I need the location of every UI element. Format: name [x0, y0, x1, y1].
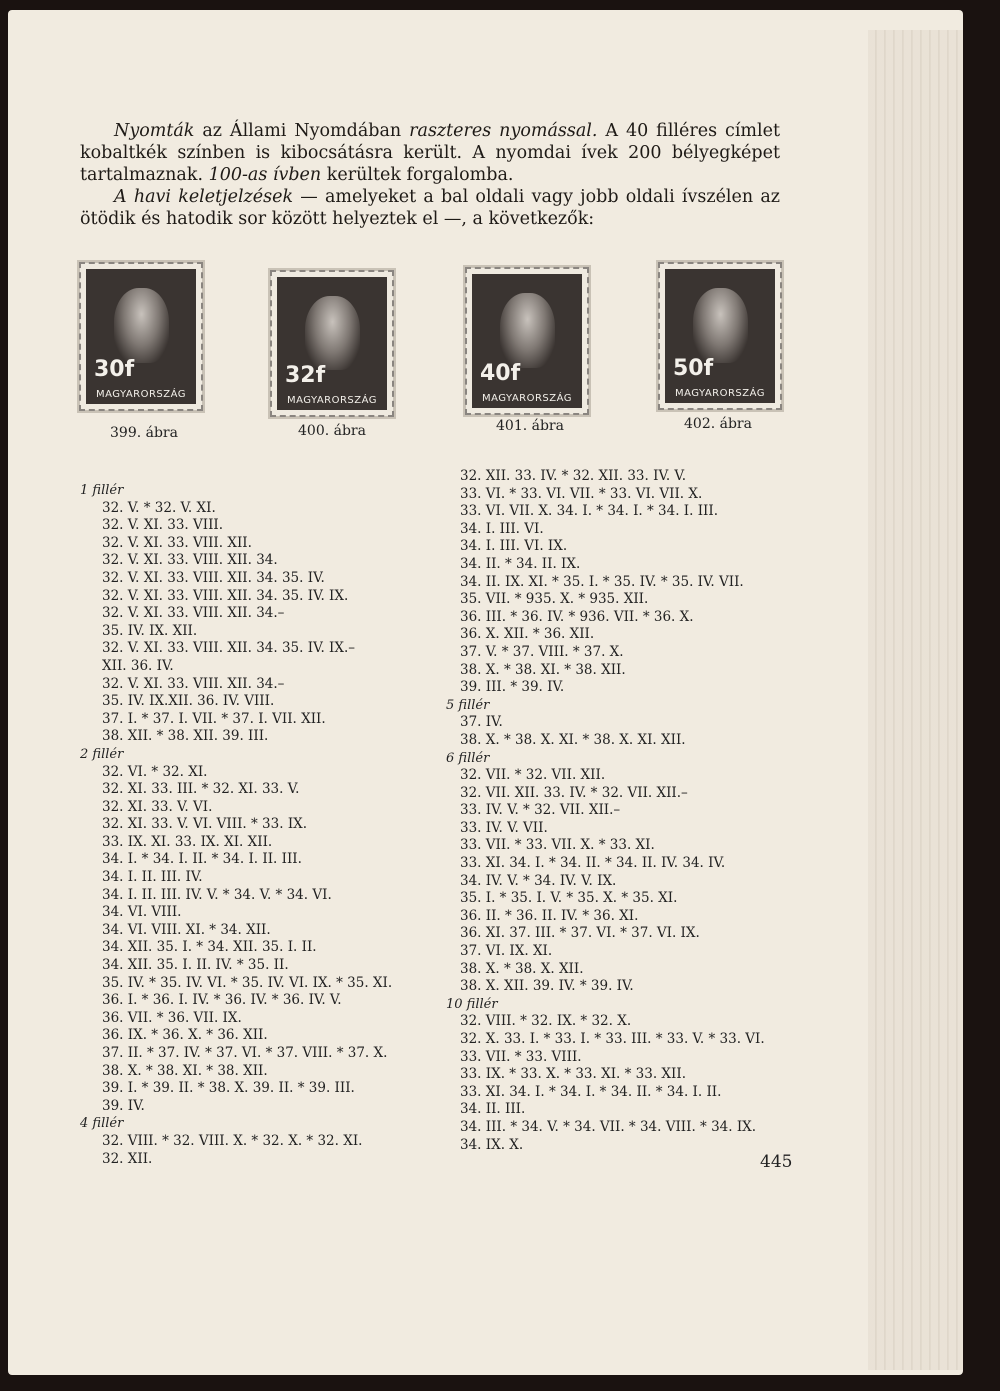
portrait	[693, 288, 748, 363]
date-line: 34. II. III.	[460, 1101, 526, 1118]
date-line: 33. IX. XI. 33. IX. XI. XII.	[102, 833, 273, 850]
date-line: 36. I. * 36. I. IV. * 36. IV. * 36. IV. V.	[102, 992, 342, 1009]
date-line: 34. I. III. VI.	[460, 520, 544, 537]
date-line: 32. XII.	[102, 1150, 153, 1167]
page-edges	[868, 30, 963, 1370]
caption-400: 400. ábra	[298, 423, 366, 439]
stamp-image-399	[80, 263, 202, 410]
date-line: 38. X. * 38. X. XI. * 38. X. XI. XII.	[460, 731, 686, 748]
date-line: 38. X. * 38. XI. * 38. XII.	[102, 1062, 268, 1079]
date-line: 33. VI. * 33. VI. VII. * 33. VI. VII. X.	[460, 485, 703, 502]
date-line: 32. V. XI. 33. VIII. XII. 34. 35. IV. IX.–	[102, 640, 356, 657]
date-line: 36. XI. 37. III. * 37. VI. * 37. VI. IX.	[460, 925, 700, 942]
date-line: 35. VII. * 935. X. * 935. XII.	[460, 591, 649, 608]
stamp-value: 32f	[285, 363, 326, 388]
date-line: 33. IX. * 33. X. * 33. XI. * 33. XII.	[460, 1066, 686, 1083]
stamp-country: MAGYARORSZÁG	[674, 388, 766, 399]
date-line: 34. II. IX. XI. * 35. I. * 35. IV. * 35. IV. VII.	[460, 573, 744, 590]
date-line: 32. VII. XII. 33. IV. * 32. VII. XII.–	[460, 784, 688, 801]
date-line: 38. X. * 38. X. XII.	[460, 960, 584, 977]
date-line: 36. III. * 36. IV. * 936. VII. * 36. X.	[460, 608, 694, 625]
date-line: 32. VIII. * 32. IX. * 32. X.	[460, 1013, 632, 1030]
date-line: 34. XII. 35. I. II. IV. * 35. II.	[102, 957, 289, 974]
stamp-value: 30f	[94, 357, 135, 382]
date-line: 37. V. * 37. VIII. * 37. X.	[460, 643, 624, 660]
date-line: 35. I. * 35. I. V. * 35. X. * 35. XI.	[460, 890, 678, 907]
intro-text	[80, 120, 780, 230]
date-line: 38. X. XII. 39. IV. * 39. IV.	[460, 978, 634, 995]
date-line: 36. IX. * 36. X. * 36. XII.	[102, 1027, 268, 1044]
date-line: 34. III. * 34. V. * 34. VII. * 34. VIII. * 34. IX.	[460, 1118, 757, 1135]
date-line: 34. VI. VIII. XI. * 34. XII.	[102, 921, 271, 938]
caption-401: 401. ábra	[496, 418, 564, 434]
portrait	[114, 288, 169, 364]
date-line: 34. XII. 35. I. * 34. XII. 35. I. II.	[102, 939, 317, 956]
date-line: 34. VI. VIII.	[102, 904, 182, 921]
left-column	[80, 482, 392, 1168]
date-line: 32. V. XI. 33. VIII. XII. 34.	[102, 552, 278, 569]
denomination-heading: 6 fillér	[446, 750, 490, 766]
date-line: 39. I. * 39. II. * 38. X. 39. II. * 39. III.	[102, 1080, 355, 1097]
date-line: 32. XII. 33. IV. * 32. XII. 33. IV. V.	[460, 468, 687, 484]
page-number: 445	[760, 1152, 793, 1172]
date-line: 33. IV. V. VII.	[460, 819, 548, 836]
date-line: 34. I. II. III. IV. V. * 34. V. * 34. VI.	[102, 886, 332, 903]
date-line: 35. IV. IX.XII. 36. IV. VIII.	[102, 693, 275, 710]
stamp-country: MAGYARORSZÁG	[95, 389, 187, 400]
date-line: 32. V. XI. 33. VIII. XII. 34.–	[102, 675, 285, 692]
date-line: 34. IX. X.	[460, 1136, 524, 1153]
date-line: 38. X. * 38. XI. * 38. XII.	[460, 661, 626, 678]
stamp-value: 50f	[673, 356, 714, 381]
date-line: 32. X. 33. I. * 33. I. * 33. III. * 33. V. * 33. VI.	[460, 1031, 765, 1047]
stamp-image-400	[271, 271, 393, 416]
date-line: 32. V. XI. 33. VIII.	[102, 517, 224, 534]
date-line: 35. IV. * 35. IV. VI. * 35. IV. VI. IX. * 35. XI.	[102, 974, 393, 991]
denomination-heading: 5 fillér	[446, 697, 490, 713]
stamp-image-402	[659, 263, 781, 409]
date-line: 32. V. XI. 33. VIII. XII. 34. 35. IV.	[102, 569, 325, 586]
stamp-value: 40f	[480, 361, 521, 386]
stamp-country: MAGYARORSZÁG	[286, 395, 378, 406]
date-line: 37. I. * 37. I. VII. * 37. I. VII. XII.	[102, 710, 326, 727]
portrait	[500, 293, 555, 368]
date-line: 36. II. * 36. II. IV. * 36. XI.	[460, 907, 639, 924]
intro-paragraph-1: Nyomták az Állami Nyomdában raszteres nyomással. A 40 filléres címlet kobaltkék színben is kibocsátásra került. A nyomdai ívek 200 bélyegképet tartalmaznak. 100-as ívben kerültek forgalomba.	[80, 121, 781, 185]
right-column	[446, 468, 765, 1154]
date-line: 37. VI. IX. XI.	[460, 943, 553, 960]
date-line: 32. XI. 33. V. VI. VIII. * 33. IX.	[102, 816, 308, 833]
date-line: 32. VIII. * 32. VIII. X. * 32. X. * 32. XI.	[102, 1132, 363, 1149]
date-line: 32. XI. 33. III. * 32. XI. 33. V.	[102, 781, 300, 798]
date-line: 34. II. * 34. II. IX.	[460, 555, 581, 572]
stamp-image-401	[466, 268, 588, 414]
caption-402: 402. ábra	[684, 416, 752, 432]
date-line: 34. I. II. III. IV.	[102, 869, 203, 886]
date-line: 33. IV. V. * 32. VII. XII.–	[460, 802, 621, 819]
date-line: 32. V. XI. 33. VIII. XII. 34. 35. IV. IX.	[102, 587, 349, 604]
date-line: 33. XI. 34. I. * 34. I. * 34. II. * 34. I. II.	[460, 1083, 722, 1100]
portrait	[305, 296, 360, 370]
date-line: 39. IV.	[102, 1097, 145, 1114]
denomination-heading: 10 fillér	[446, 996, 498, 1012]
caption-399: 399. ábra	[110, 425, 178, 441]
date-line: 33. VII. * 33. VII. X. * 33. XI.	[460, 837, 655, 854]
date-line: 33. VI. VII. X. 34. I. * 34. I. * 34. I. III.	[460, 503, 719, 520]
date-line: 36. VII. * 36. VII. IX.	[102, 1009, 242, 1026]
date-line: 39. III. * 39. IV.	[460, 679, 565, 696]
date-line: 34. I. III. VI. IX.	[460, 538, 568, 555]
date-line: 34. IV. V. * 34. IV. V. IX.	[460, 872, 617, 889]
date-line: 32. V. XI. 33. VIII. XII.	[102, 534, 252, 551]
denomination-heading: 4 fillér	[80, 1116, 124, 1132]
date-line: 34. I. * 34. I. II. * 34. I. II. III.	[102, 851, 302, 868]
date-line: 32. VII. * 32. VII. XII.	[460, 767, 606, 784]
date-line: 37. IV.	[460, 714, 503, 731]
intro-paragraph-2: A havi keletjelzések — amelyeket a bal oldali vagy jobb oldali ívszélen az ötödik és hatodik sor között helyeztek el —, a következők:	[80, 187, 780, 229]
denomination-heading: 2 fillér	[80, 746, 124, 762]
denomination-heading: 1 fillér	[80, 483, 124, 498]
date-line: XII. 36. IV.	[102, 657, 174, 674]
date-line: 37. II. * 37. IV. * 37. VI. * 37. VIII. * 37. X.	[102, 1045, 388, 1061]
date-line: 35. IV. IX. XII.	[102, 622, 198, 639]
date-line: 32. V. XI. 33. VIII. XII. 34.–	[102, 605, 285, 622]
date-line: 33. XI. 34. I. * 34. II. * 34. II. IV. 34. IV.	[460, 855, 726, 872]
date-line: 32. V. * 32. V. XI.	[102, 499, 216, 516]
date-line: 36. X. XII. * 36. XII.	[460, 626, 595, 643]
date-line: 33. VII. * 33. VIII.	[460, 1048, 582, 1065]
stamp-country: MAGYARORSZÁG	[481, 393, 573, 404]
date-line: 32. XI. 33. V. VI.	[102, 798, 213, 815]
date-line: 32. VI. * 32. XI.	[102, 763, 208, 780]
date-line: 38. XII. * 38. XII. 39. III.	[102, 728, 269, 745]
